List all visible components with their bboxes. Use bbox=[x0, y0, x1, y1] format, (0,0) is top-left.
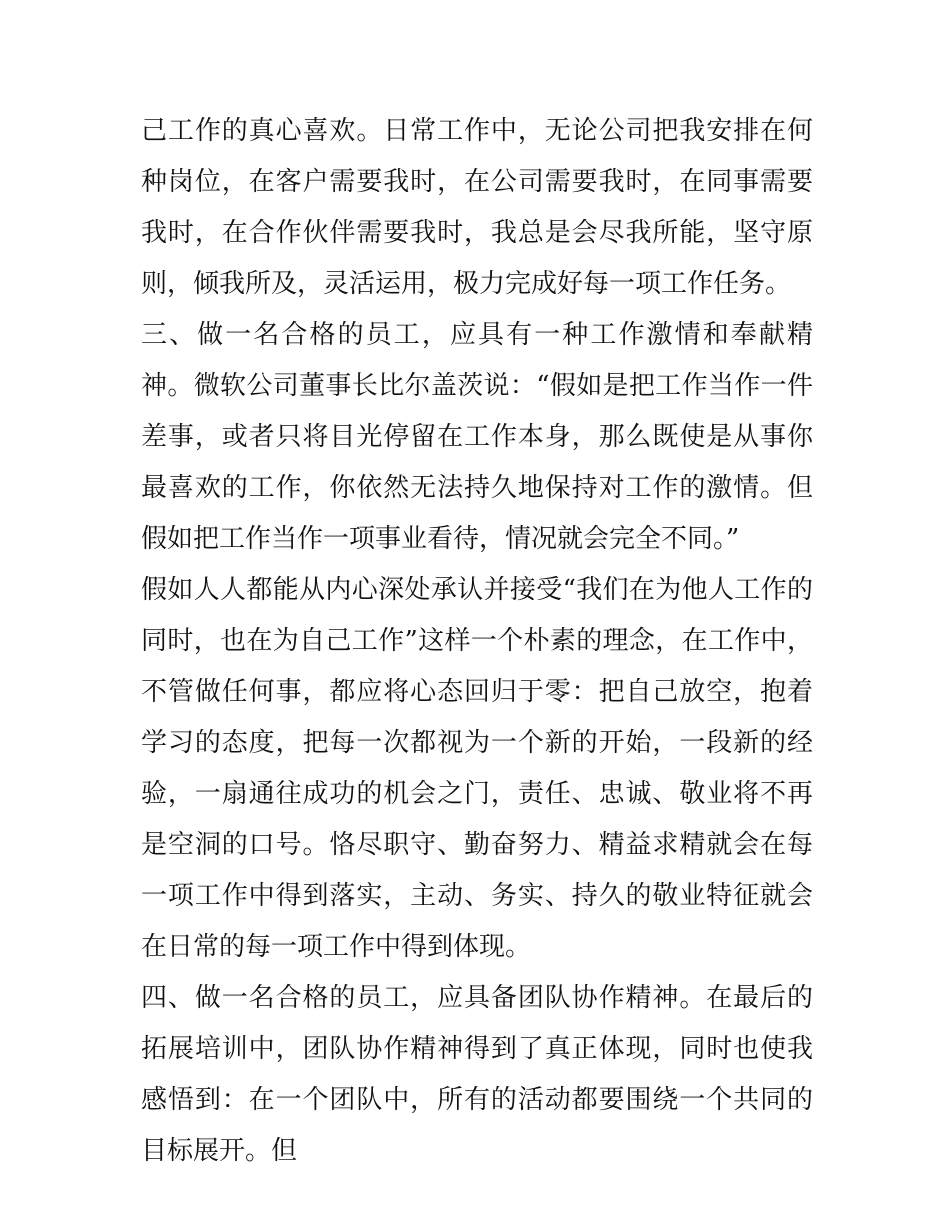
paragraph-2: 三、做一名合格的员工，应具有一种工作激情和奉献精神。微软公司董事长比尔盖茨说：“假如是把工作当作一件差事，或者只将目光停留在工作本身，那么既使是从事你最喜欢的工作，你依然无法持久地保持对工作的激情。但假如把工作当作一项事业看待，情况就会完全不同。” bbox=[141, 320, 813, 554]
paragraph-1: 己工作的真心喜欢。日常工作中，无论公司把我安排在何种岗位，在客户需要我时，在公司需要我时，在同事需要我时，在合作伙伴需要我时，我总是会尽我所能，坚守原则，倾我所及，灵活运用，极力完成好每一项工作任务。 bbox=[141, 116, 813, 299]
paragraph-4: 四、做一名合格的员工，应具备团队协作精神。在最后的拓展培训中，团队协作精神得到了真正体现，同时也使我感悟到：在一个团队中，所有的活动都要围绕一个共同的目标展开。但 bbox=[141, 983, 813, 1166]
document-body bbox=[141, 106, 813, 1177]
paragraph-3: 假如人人都能从内心深处承认并接受“我们在为他人工作的同时，也在为自己工作”这样一个朴素的理念，在工作中，不管做任何事，都应将心态回归于零：把自己放空，抱着学习的态度，把每一次都视为一个新的开始，一段新的经验，一扇通往成功的机会之门，责任、忠诚、敬业将不再是空洞的口号。恪尽职守、勤奋努力、精益求精就会在每一项工作中得到落实，主动、务实、持久的敬业特征就会在日常的每一项工作中得到体现。 bbox=[141, 575, 813, 962]
